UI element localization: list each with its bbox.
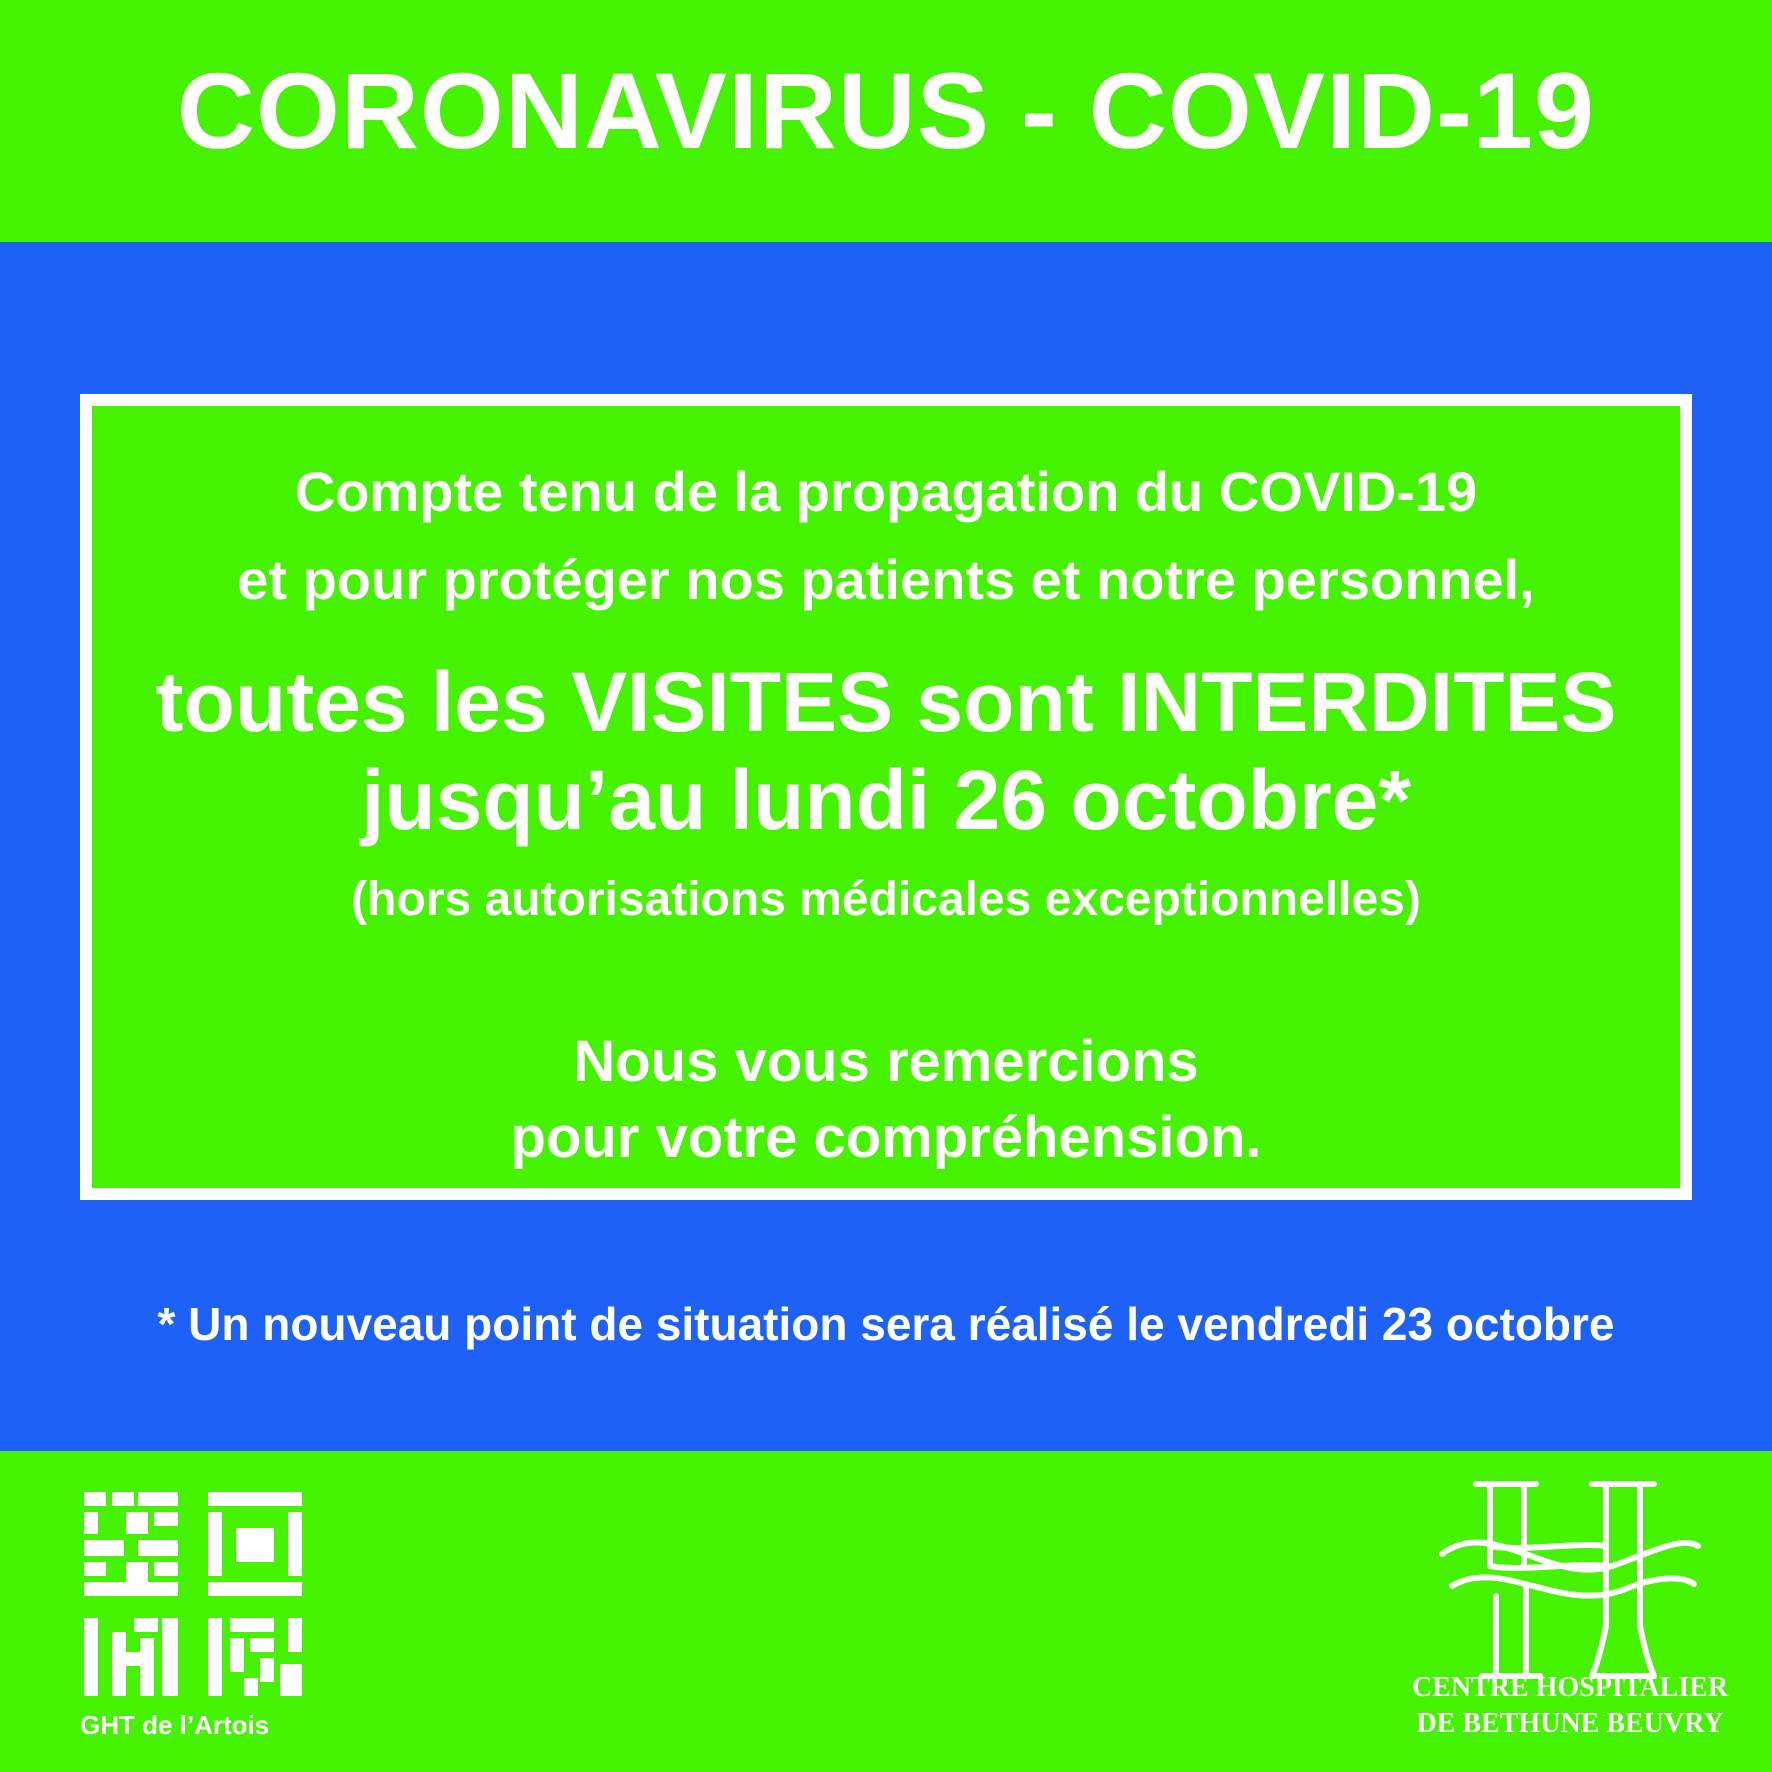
hospital-name xyxy=(1390,1670,1750,1742)
footnote: * Un nouveau point de situation sera réalisé le vendredi 23 octobre xyxy=(157,1298,1615,1350)
notice-box xyxy=(80,394,1692,1200)
notice-intro-line-2: et pour protéger nos patients et notre personnel, xyxy=(237,548,1535,611)
exception-text: (hors autorisations médicales exceptionnelles) xyxy=(351,873,1421,926)
ght-logo-caption: GHT de l’Artois xyxy=(80,1710,270,1740)
notice-intro xyxy=(92,448,1680,624)
page-title: CORONAVIRUS - COVID-19 xyxy=(176,49,1596,171)
notice-intro-line-1: Compte tenu de la propagation du COVID-19 xyxy=(294,460,1478,523)
thanks-text xyxy=(92,1024,1680,1176)
hospital-name-line-1: CENTRE HOSPITALIER xyxy=(1411,1672,1729,1703)
thanks-line-2: pour votre compréhension. xyxy=(510,1105,1262,1170)
thanks-line-1: Nous vous remercions xyxy=(573,1029,1199,1094)
visits-forbidden-headline: toutes les VISITES sont INTERDITES xyxy=(155,655,1617,749)
until-date-text: jusqu’au lundi 26 octobre* xyxy=(360,753,1412,847)
hospital-name-line-2: DE BETHUNE BEUVRY xyxy=(1416,1708,1724,1739)
header-band xyxy=(0,0,1772,242)
